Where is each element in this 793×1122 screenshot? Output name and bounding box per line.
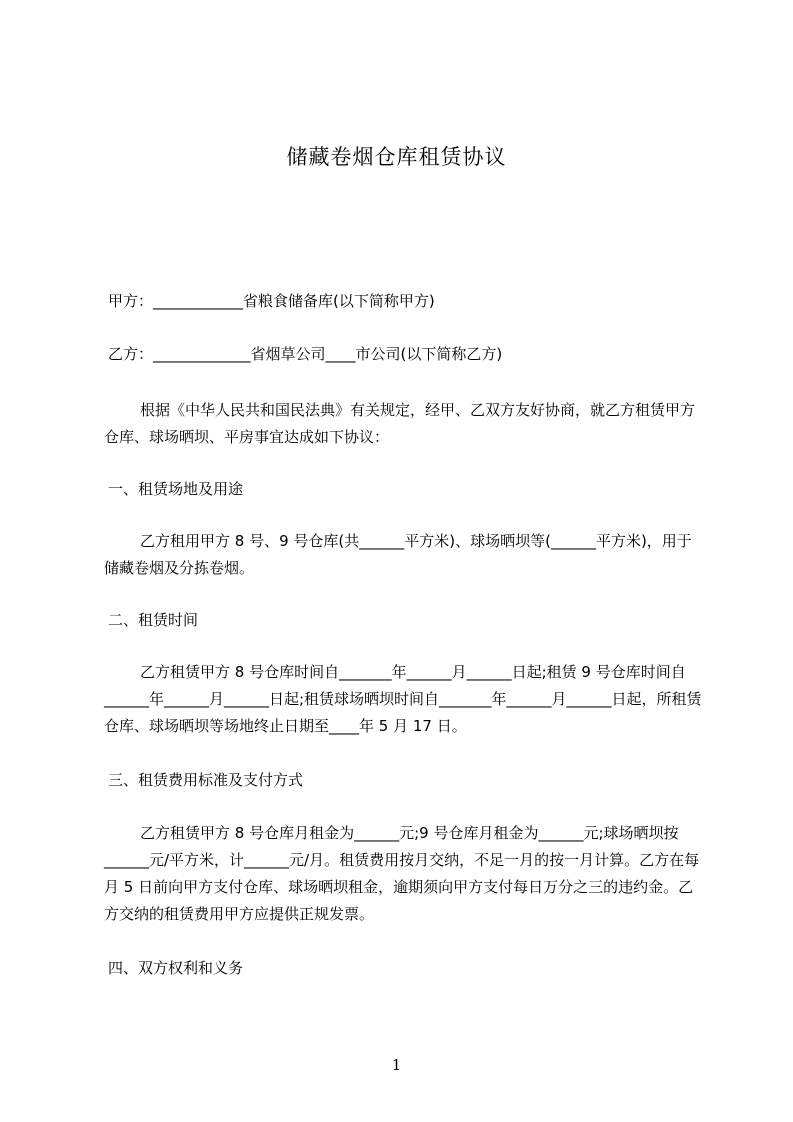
- section-body-1: [104, 528, 704, 582]
- party-b-line: 乙方：_____________省烟草公司____市公司(以下简称乙方): [108, 345, 503, 363]
- section-heading-2: 二、租赁时间: [108, 611, 199, 629]
- section-body-2-text: 乙方租赁甲方 8 号仓库时间自_______年______月______日起;租赁 9 号仓库时间自______年______月______日起;租赁球场晒坝时间自_______年______月______日起，所租赁仓库、球场晒坝等场地终止日期至____年 5 月 17 日。: [104, 663, 702, 735]
- party-a-line: 甲方：____________省粮食储备库(以下简称甲方): [108, 292, 435, 310]
- document-title: 储藏卷烟仓库租赁协议: [286, 145, 507, 169]
- section-body-2: [104, 659, 704, 740]
- section-body-3: [104, 820, 704, 928]
- preamble-text: 根据《中华人民共和国民法典》有关规定，经甲、乙双方友好协商，就乙方租赁甲方仓库、球场晒坝、平房事宜达成如下协议：: [104, 401, 696, 446]
- section-body-3-text: 乙方租赁甲方 8 号仓库月租金为______元;9 号仓库月租金为______元;球场晒坝按______元/平方米，计______元/月。租赁费用按月交纳，不足一月的按一月计算。乙方在每月 5 日前向甲方支付仓库、球场晒坝租金，逾期须向甲方支付每日万分之三的违约金。乙方交纳的租赁费用甲方应提供正规发票。: [104, 824, 700, 923]
- section-heading-1: 一、租赁场地及用途: [108, 480, 244, 498]
- preamble-paragraph: [104, 397, 704, 451]
- page-number: 1: [391, 1056, 402, 1074]
- section-body-1-text: 乙方租用甲方 8 号、9 号仓库(共______平方米)、球场晒坝等(______平方米)，用于储藏卷烟及分拣卷烟。: [104, 532, 692, 577]
- section-heading-3: 三、租赁费用标准及支付方式: [108, 771, 304, 789]
- section-heading-4: 四、双方权利和义务: [108, 959, 244, 977]
